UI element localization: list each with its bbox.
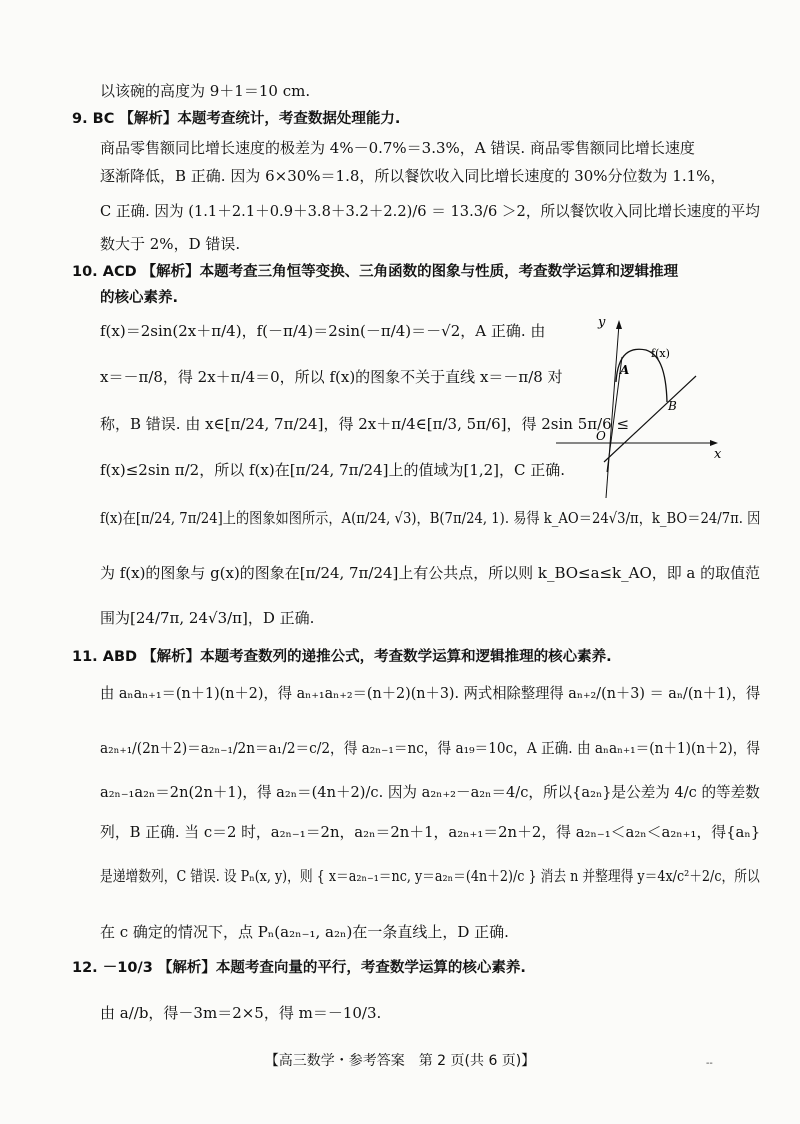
text-line: 数大于 2%，D 错误. [100,235,241,253]
y-axis-label: y [598,315,606,330]
curve-label: f(x) [651,347,670,360]
text-line: 12. －10/3 【解析】本题考查向量的平行，考查数学运算的核心素养. [72,960,526,976]
text-line: 列，B 正确. 当 c＝2 时，a₂ₙ₋₁＝2n，a₂ₙ＝2n＋1，a₂ₙ₊₁＝2n＋2，得 a₂ₙ₋₁＜a₂ₙ＜a₂ₙ₊₁，得{aₙ} [100,823,761,841]
point-b-label: B [668,399,677,413]
text-line: 由 aₙaₙ₊₁＝(n＋1)(n＋2)，得 aₙ₊₁aₙ₊₂＝(n＋2)(n＋3). 两式相除整理得 aₙ₊₂/(n＋3) ＝ aₙ/(n＋1)，得 [100,684,761,702]
text-line: 为 f(x)的图象与 g(x)的图象在[π/24, 7π/24]上有公共点，所以则 k_BO≤a≤k_AO，即 a 的取值范 [100,564,761,582]
text-line: a₂ₙ₋₁a₂ₙ＝2n(2n＋1)，得 a₂ₙ＝(4n＋2)/c. 因为 a₂ₙ₊₂－a₂ₙ＝4/c，所以{a₂ₙ}是公差为 4/c 的等差数 [100,783,760,801]
text-line: 的核心素养. [100,290,179,306]
text-line: 10. ACD 【解析】本题考查三角恒等变换、三角函数的图象与性质，考查数学运算和逻辑推理 [72,264,679,280]
text-line: 9. BC 【解析】本题考查统计，考查数据处理能力. [72,111,401,127]
text-line: 在 c 确定的情况下，点 Pₙ(a₂ₙ₋₁, a₂ₙ)在一条直线上，D 正确. [100,923,509,941]
text-line: 围为[24/7π, 24√3/π]，D 正确. [100,609,315,627]
text-line: f(x)≤2sin π/2，所以 f(x)在[π/24, 7π/24]上的值域为[1,2]，C 正确. [100,461,566,479]
text-line: 以该碗的高度为 9＋1＝10 cm. [100,82,311,100]
page-footer: 【高三数学・参考答案 第 2 页(共 6 页)】 [264,1053,536,1069]
text-line: 商品零售额同比增长速度的极差为 4%－0.7%＝3.3%，A 错误. 商品零售额同比增长速度 [100,139,695,157]
text-line: 逐渐降低，B 正确. 因为 6×30%＝1.8，所以餐饮收入同比增长速度的 30%分位数为 1.1%， [100,167,726,185]
text-line: 称，B 错误. 由 x∈[π/24, 7π/24]，得 2x＋π/4∈[π/3, 5π/6]，得 2sin 5π/6 ≤ [100,415,630,433]
text-line: 是递增数列，C 错误. 设 Pₙ(x, y)，则 { x＝a₂ₙ₋₁＝nc, y＝a₂ₙ＝(4n＋2)/c } 消去 n 并整理得 y＝4x/c²＋2/c，所以 [100,867,760,885]
text-line: f(x)＝2sin(2x＋π/4)，f(－π/4)＝2sin(－π/4)＝－√2，A 正确. 由 [100,322,546,340]
text-line: a₂ₙ₊₁/(2n＋2)＝a₂ₙ₋₁/2n＝a₁/2＝c/2，得 a₂ₙ₋₁＝nc，得 a₁₉＝10c，A 正确. 由 aₙaₙ₊₁＝(n＋1)(n＋2)，得 [100,739,761,757]
text-line: 由 a//b，得－3m＝2×5，得 m＝－10/3. [100,1004,382,1022]
function-graph [556,312,726,502]
point-a-label: A [620,363,630,377]
corner-mark: -- [706,1058,713,1069]
x-axis-label: x [714,447,722,462]
text-line: 11. ABD 【解析】本题考查数列的递推公式，考查数学运算和逻辑推理的核心素养. [72,649,612,665]
x-axis-arrow [710,440,718,446]
text-line: f(x)在[π/24, 7π/24]上的图象如图所示，A(π/24, √3)，B(7π/24, 1). 易得 k_AO＝24√3/π，k_BO＝24/7π. 因 [100,509,761,527]
origin-label: O [596,429,606,443]
text-line: x＝－π/8，得 2x＋π/4＝0，所以 f(x)的图象不关于直线 x＝－π/8 对 [100,368,563,386]
text-line: C 正确. 因为 (1.1＋2.1＋0.9＋3.8＋3.2＋2.2)/6 ＝ 13.3/6 ＞2，所以餐饮收入同比增长速度的平均 [100,202,760,220]
y-axis [606,324,619,498]
y-axis-arrow [616,320,622,329]
